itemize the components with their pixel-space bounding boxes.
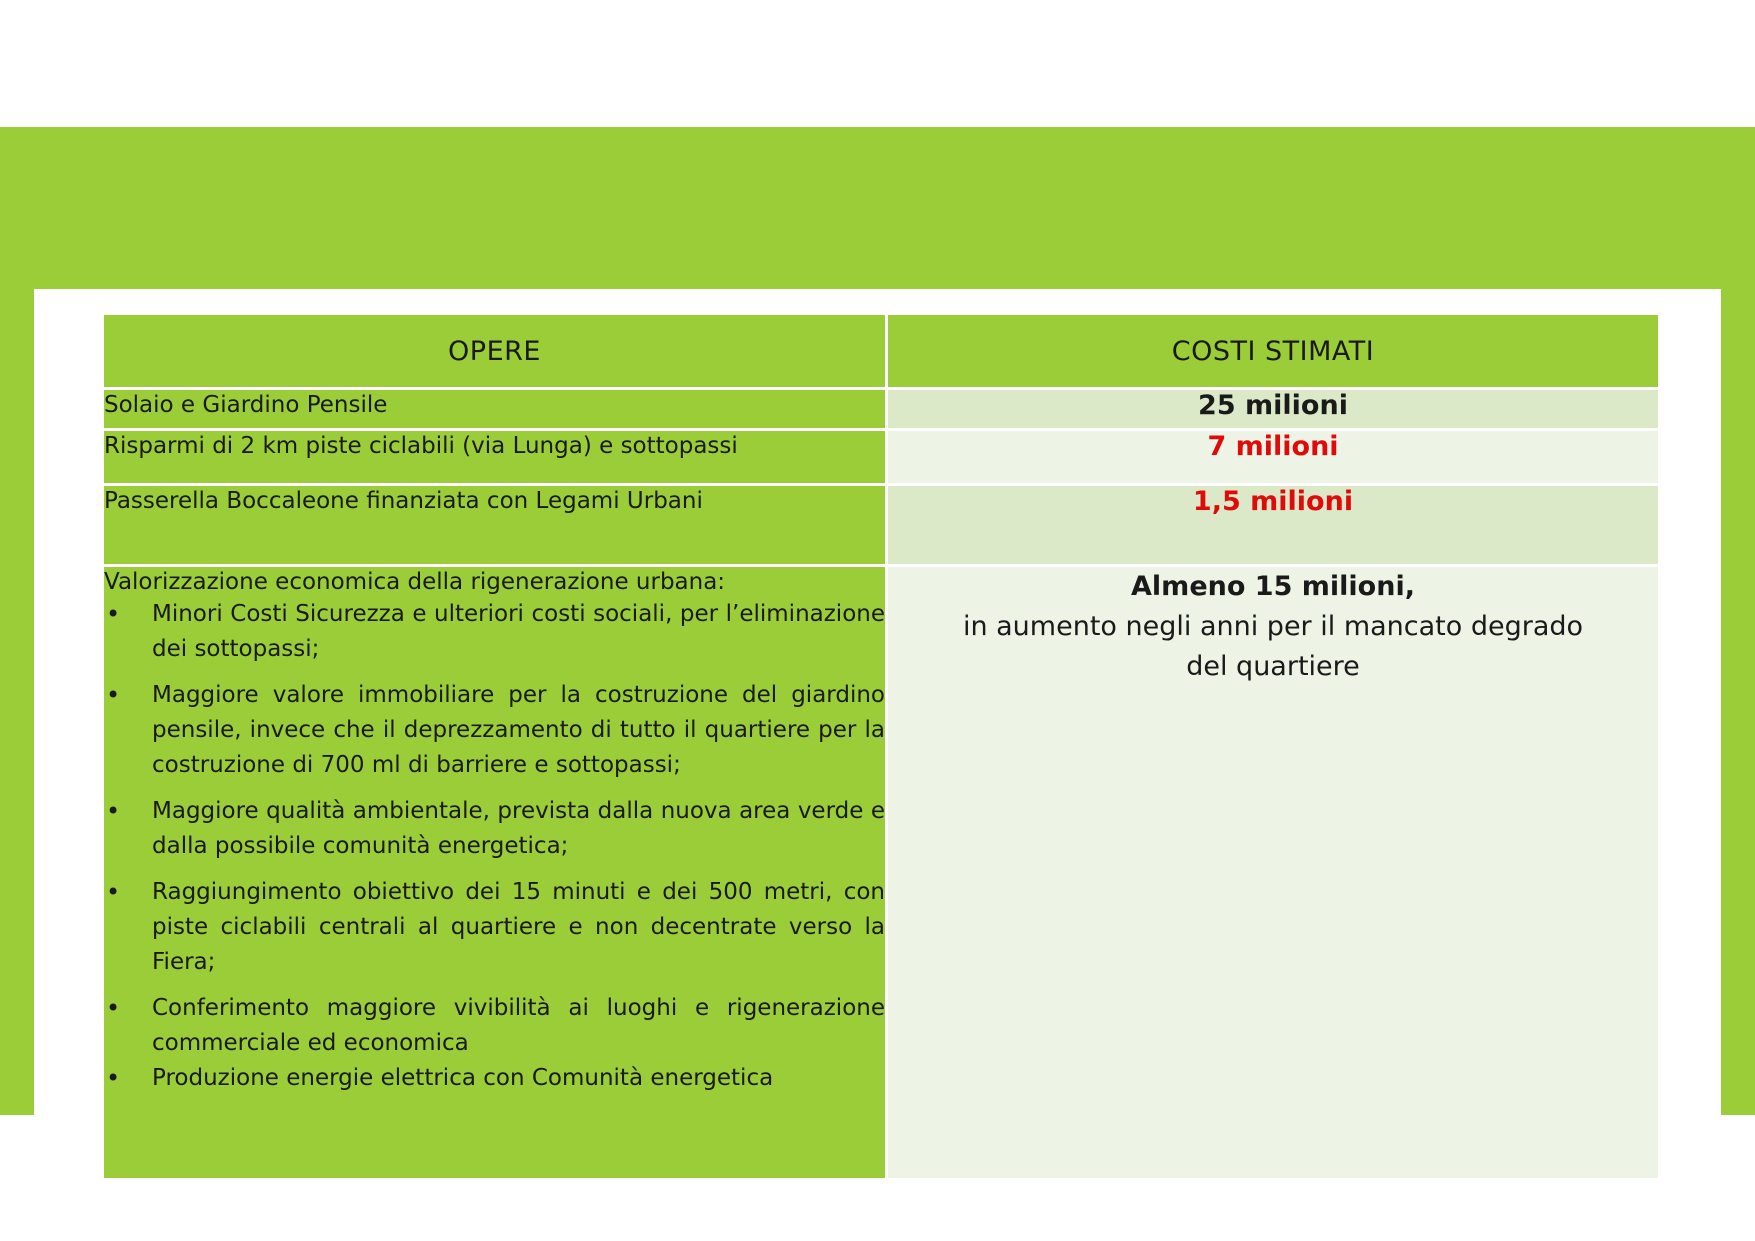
content-panel xyxy=(34,289,1721,1207)
list-item: • Raggiungimento obiettivo dei 15 minuti e dei 500 metri, con piste ciclabili centrali al quartiere e non decentrate verso la Fiera; xyxy=(104,875,885,980)
cost-cell-valorizzazione xyxy=(887,566,1660,1180)
table-row xyxy=(103,430,1660,485)
bullet-icon: • xyxy=(106,797,121,825)
cost-note: in aumento negli anni per il mancato degrado del quartiere xyxy=(962,611,1584,682)
bullet-icon: • xyxy=(106,681,121,709)
list-item: • Conferimento maggiore vivibilità ai luoghi e rigenerazione commerciale ed economica xyxy=(104,991,885,1061)
cost-table xyxy=(101,312,1661,1181)
header-row xyxy=(103,314,1660,389)
header-opere: OPERE xyxy=(103,314,887,389)
bullet-icon: • xyxy=(106,1064,121,1092)
list-item: • Maggiore qualità ambientale, prevista dalla nuova area verde e dalla possibile comunità energetica; xyxy=(104,794,885,864)
green-frame xyxy=(0,127,1755,1115)
header-costi-stimati: COSTI STIMATI xyxy=(887,314,1660,389)
opera-cell-valorizzazione xyxy=(103,566,887,1180)
cost-cell: 25 milioni xyxy=(887,389,1660,430)
bullet-icon: • xyxy=(106,600,121,628)
bullet-icon: • xyxy=(106,878,121,906)
table-row xyxy=(103,389,1660,430)
opera-cell: Solaio e Giardino Pensile xyxy=(103,389,887,430)
opera-cell: Risparmi di 2 km piste ciclabili (via Lunga) e sottopassi xyxy=(103,430,887,485)
valorizzazione-intro: Valorizzazione economica della rigenerazione urbana: xyxy=(104,569,726,595)
benefits-list xyxy=(104,597,885,1096)
cost-main: Almeno 15 milioni, xyxy=(1131,571,1415,602)
bullet-icon: • xyxy=(106,994,121,1022)
table-row xyxy=(103,485,1660,566)
list-item: • Minori Costi Sicurezza e ulteriori costi sociali, per l’eliminazione dei sottopassi; xyxy=(104,597,885,667)
cost-cell: 7 milioni xyxy=(887,430,1660,485)
table-row xyxy=(103,566,1660,1180)
list-item: • Produzione energie elettrica con Comunità energetica xyxy=(104,1061,885,1096)
list-item: • Maggiore valore immobiliare per la costruzione del giardino pensile, invece che il deprezzamento di tutto il quartiere per la costruzione di 700 ml di barriere e sottopassi; xyxy=(104,678,885,783)
opera-cell: Passerella Boccaleone finanziata con Legami Urbani xyxy=(103,485,887,566)
cost-cell: 1,5 milioni xyxy=(887,485,1660,566)
